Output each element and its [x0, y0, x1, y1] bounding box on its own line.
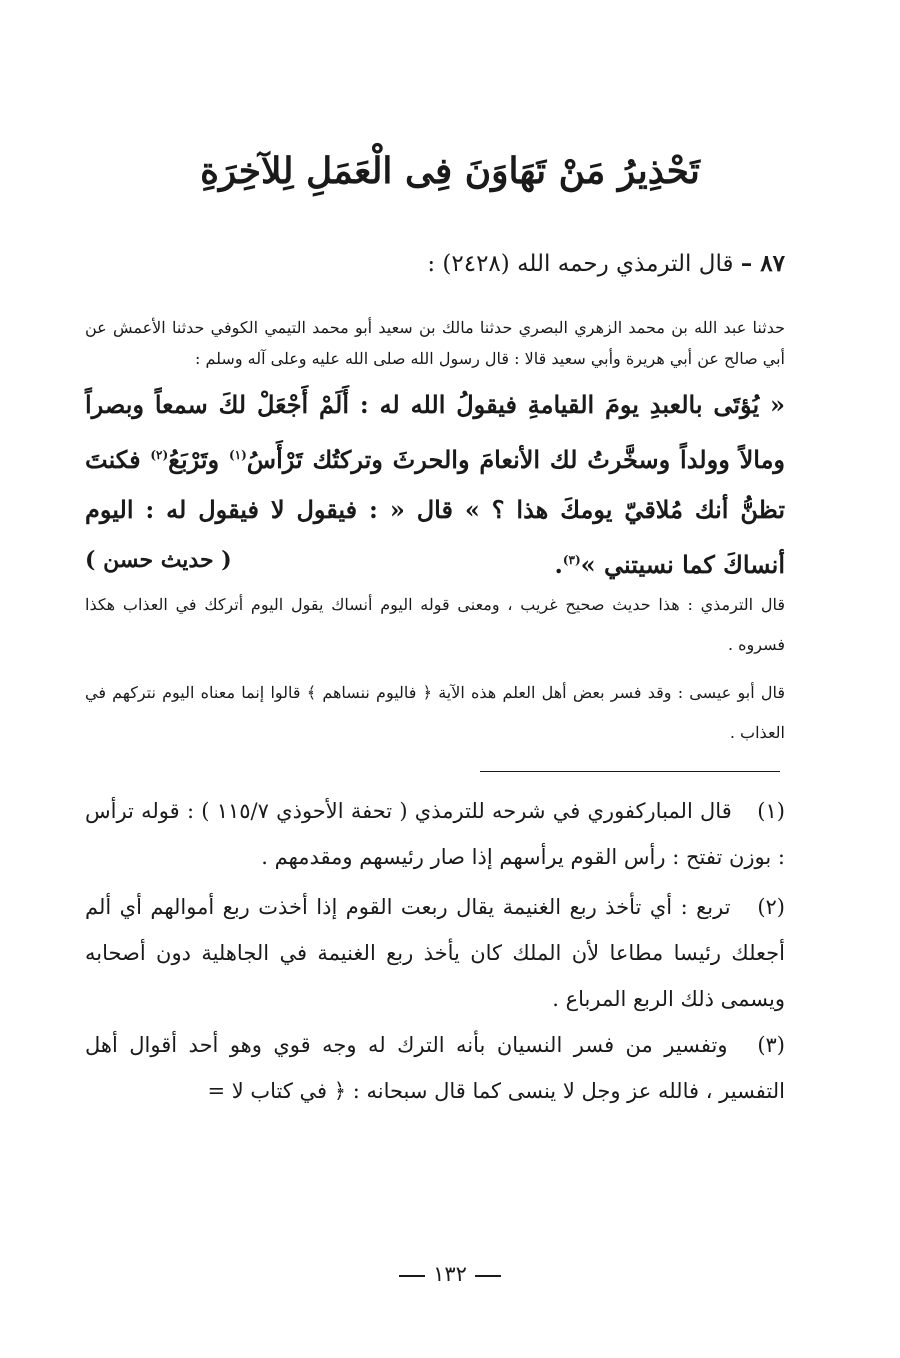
footnote-separator [480, 771, 780, 772]
isnad-chain: حدثنا عبد الله بن محمد الزهري البصري حدثنا مالك بن سعيد أبو محمد التيمي الكوفي حدثنا الأعمش عن أبي صالح عن أبي هريرة وأبي سعيد قالا : قال رسول الله صلى الله عليه وعلى آله وسلم : [85, 318, 785, 368]
footnote-ref-1[interactable]: (١) [228, 448, 247, 462]
hadith-text-part-1: « يُؤتَى بالعبدِ يومَ القيامةِ فيقولُ الله له : أَلَمْ أَجْعَلْ لكَ سمعاً وبصراً ومالاً وولداً وسخَّرتُ لك الأنعامَ والحرثَ وتركتُك تَرْأَسُ [85, 390, 786, 474]
footnote-1-number: (١) [757, 799, 785, 823]
hadith-end-mark: . [554, 550, 563, 579]
footnote-1 [85, 788, 785, 880]
page-number [0, 1262, 900, 1286]
tirmidhi-comment: قال الترمذي : هذا حديث صحيح غريب ، ومعنى قوله اليوم أنساك يقول اليوم أتركك في العذاب هكذا فسروه . [85, 595, 785, 654]
footnote-2-text: تربع : أي تأخذ ربع الغنيمة يقال ربعت القوم إذا أخذت ربع أموالهم أي ألم أجعلك رئيسا مطاعا لأن الملك كان يأخذ ربع الغنيمة في الجاهلية دون أصحابه ويسمى ذلك الربع المرباع . [85, 895, 785, 1011]
footnote-ref-3[interactable]: (٣) [562, 553, 581, 567]
footnote-3 [85, 1022, 785, 1114]
hadith-grade: ( حديث حسن ) [85, 547, 232, 573]
hadith-text [85, 380, 785, 590]
hadith-source: قال الترمذي رحمه الله (٢٤٢٨) : [427, 251, 734, 277]
footnote-ref-2[interactable]: (٢) [150, 448, 169, 462]
footnote-2 [85, 884, 785, 1022]
page-number-dash-left [399, 1275, 425, 1277]
page-number-text: ١٣٢ [433, 1262, 467, 1286]
hadith-heading [85, 250, 785, 277]
footnote-1-text: قال المباركفوري في شرحه للترمذي ( تحفة الأحوذي ١١٥/٧ ) : قوله ترأس : بوزن تفتح : رأس القوم يرأسهم إذا صار رئيسهم ومقدمهم . [85, 799, 785, 869]
hadith-text-part-3: فكنتَ تظنُّ أنك مُلاقيّ يومكَ هذا ؟ » قال « : فيقول لا فيقول له : اليوم أنساكَ كما نسيتني » [85, 445, 785, 579]
abu-isa-comment: قال أبو عيسى : وقد فسر بعض أهل العلم هذه الآية ﴿ فاليوم ننساهم ﴾ قالوا إنما معناه اليوم نتركهم في العذاب . [85, 683, 785, 742]
footnote-3-number: (٣) [757, 1033, 785, 1057]
hadith-text-part-2: وتَرْبَعُ [168, 445, 220, 474]
hadith-number: ٨٧ – [740, 250, 785, 277]
footnote-3-text: وتفسير من فسر النسيان بأنه الترك له وجه قوي وهو أحد أقوال أهل التفسير ، فالله عز وجل لا ينسى كما قال سبحانه : ﴿ في كتاب لا = [85, 1033, 785, 1103]
footnote-2-number: (٢) [757, 895, 785, 919]
page-title: تَحْذِيرُ مَنْ تَهَاوَنَ فِى الْعَمَلِ لِلآخِرَةِ [200, 150, 700, 192]
page-number-dash-right [475, 1275, 501, 1277]
